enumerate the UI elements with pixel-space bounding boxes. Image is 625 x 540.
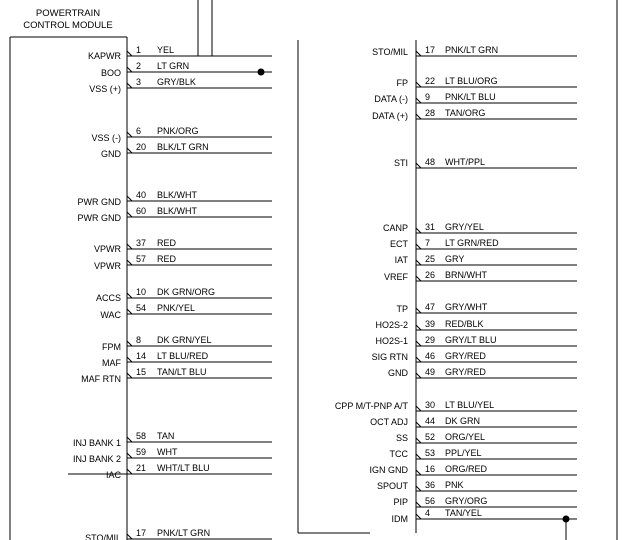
right-wire-color: PNK/LT GRN [445,45,499,55]
left-pin-tick [127,357,132,362]
right-pin-row [390,448,578,459]
left-pin-tick [127,453,132,458]
right-pin-row [335,400,577,411]
left-wire-color: LT BLU/RED [157,351,209,361]
right-signal-label: DATA (+) [372,111,408,121]
left-wire-color: TAN/LT BLU [157,367,207,377]
right-pin-row [384,270,577,282]
left-pin-number: 15 [136,367,147,377]
right-pin-number: 36 [425,480,436,490]
left-pin-number: 1 [136,45,142,55]
right-pin-row [375,319,577,330]
left-signal-label: VPWR [94,244,121,254]
left-pin-number: 60 [136,206,147,216]
left-pin-number: 14 [136,351,147,361]
left-wire-color: GRY/BLK [157,77,196,87]
left-pin-row [91,126,272,143]
module-title-line2: CONTROL MODULE [23,20,113,31]
left-pin-number: 21 [136,463,147,473]
right-pin-tick [416,454,421,459]
left-pin-number: 40 [136,190,147,200]
right-pin-tick [416,486,421,491]
left-pin-row [89,77,272,94]
right-signal-label: OCT ADJ [370,417,408,427]
right-signal-label: TCC [389,449,408,459]
right-wire-color: PNK [445,480,464,490]
right-pin-number: 29 [425,335,436,345]
right-pin-tick [416,514,421,519]
right-pin-row [394,157,577,168]
left-pin-row [100,303,272,320]
left-pin-number: 59 [136,447,147,457]
left-signal-label: BOO [100,68,121,78]
right-connector-pins [335,45,577,524]
right-signal-label: STO/MIL [372,47,408,57]
left-wire-color: WHT [157,447,178,457]
left-signal-label: MAF RTN [81,374,121,384]
left-wire-color: DK GRN/ORG [157,287,216,297]
right-pin-number: 39 [425,319,436,329]
right-pin-tick [416,276,421,281]
right-pin-tick [416,422,421,427]
left-signal-label: ACCS [95,293,121,303]
left-signal-label: INJ BANK 2 [72,454,121,464]
left-signal-label: VPWR [94,261,121,271]
right-signal-label: CANP [382,223,408,233]
right-pin-row [377,480,577,491]
left-pin-number: 10 [136,287,147,297]
module-title-line1: POWERTRAIN [35,8,101,19]
left-pin-row [78,190,273,207]
right-signal-label: SPOUT [376,481,408,491]
left-signal-label: GND [101,149,121,159]
left-pin-row [94,254,272,271]
left-pin-tick [127,83,132,88]
left-pin-tick [127,309,132,314]
right-signal-label: IDM [391,514,408,524]
right-wire-color: GRY/YEL [445,222,484,232]
left-signal-label: MAF [102,358,121,368]
right-pin-number: 52 [425,432,436,442]
left-signal-label: VSS (+) [89,84,121,94]
left-pin-row [106,463,272,480]
right-pin-number: 25 [425,254,436,264]
right-signal-label: DATA (-) [374,94,408,104]
right-pin-number: 46 [425,351,436,361]
right-pin-number: 56 [425,496,436,506]
right-wire-color: GRY/WHT [445,302,488,312]
left-wire-color: RED [157,254,177,264]
right-pin-tick [416,244,421,249]
right-pin-number: 26 [425,270,436,280]
right-pin-number: 7 [425,238,431,248]
right-signal-label: SIG RTN [371,352,408,362]
left-signal-label: INJ BANK 1 [72,438,121,448]
right-pin-number: 31 [425,222,436,232]
left-pin-tick [127,341,132,346]
right-wire-color: TAN/ORG [445,108,486,118]
right-pin-row [396,76,577,88]
right-wire-color: TAN/YEL [445,508,482,518]
right-wire-color: ORG/YEL [445,432,486,442]
right-pin-row [393,496,577,507]
left-wire-color: LT GRN [157,61,190,71]
left-pin-row [73,447,272,464]
right-pin-number: 49 [425,367,436,377]
left-signal-label: FPM [102,342,121,352]
left-wire-color: DK GRN/YEL [157,335,212,345]
left-pin-number: 37 [136,238,147,248]
right-pin-number: 16 [425,464,436,474]
left-pin-tick [127,469,132,474]
right-wire-color: LT BLU/ORG [445,76,498,86]
left-pin-tick [127,437,132,442]
right-pin-row [396,432,577,443]
right-pin-tick [416,502,421,507]
right-pin-number: 17 [425,45,436,55]
right-pin-number: 30 [425,400,436,410]
left-pin-tick [127,293,132,298]
left-pin-row [85,528,272,540]
right-pin-row [396,302,577,314]
left-pin-number: 20 [136,142,147,152]
left-pin-tick [127,148,132,153]
left-pin-tick [127,534,132,539]
right-signal-label: IAT [394,255,408,265]
left-signal-label: IAC [105,470,121,480]
right-pin-row [390,238,577,249]
right-wire-color: GRY/RED [445,367,486,377]
right-signal-label: TP [396,304,408,314]
left-connector-pins [73,45,272,540]
right-wire-color: WHT/PPL [445,157,486,167]
right-signal-label: ECT [390,239,408,249]
right-signal-label: PIP [393,497,408,507]
right-pin-number: 9 [425,92,431,102]
left-wire-color: PNK/ORG [157,126,199,136]
left-pin-number: 57 [136,254,147,264]
right-signal-label: STI [393,158,408,168]
right-pin-row [369,464,577,475]
left-pin-row [94,238,272,254]
left-pin-number: 2 [136,61,142,71]
left-pin-tick [127,132,132,137]
left-signal-label: PWR GND [77,197,121,207]
right-pin-tick [416,98,421,103]
right-wire-color: DK GRN [445,416,481,426]
right-pin-tick [416,438,421,443]
right-pin-tick [416,325,421,330]
right-wire-color: LT GRN/RED [445,238,499,248]
right-pin-number: 47 [425,302,436,312]
left-wire-color: TAN [157,431,175,441]
right-signal-label: CPP M/T-PNP A/T [334,401,408,411]
right-signal-label: HO2S-2 [375,320,408,330]
left-wire-color: WHT/LT BLU [157,463,210,473]
right-wire-color: GRY/RED [445,351,486,361]
left-pin-tick [127,212,132,217]
left-pin-number: 8 [136,335,142,345]
right-wire-color: PPL/YEL [445,448,482,458]
right-pin-number: 48 [425,157,436,167]
right-pin-row [372,108,577,121]
right-pin-row [383,222,577,233]
left-signal-label: WAC [100,310,121,320]
right-pin-row [374,92,577,104]
left-pin-tick [127,260,132,265]
right-wire-color: BRN/WHT [445,270,487,280]
left-pin-row [96,287,272,303]
left-wire-color: BLK/LT GRN [157,142,209,152]
right-pin-tick [416,260,421,265]
right-pin-row [392,508,578,524]
left-wire-color: PNK/LT GRN [157,528,211,538]
left-wire-color: BLK/WHT [157,206,198,216]
right-wire-color: GRY/LT BLU [445,335,497,345]
right-pin-number: 53 [425,448,436,458]
left-pin-number: 17 [136,528,147,538]
left-pin-row [88,45,272,61]
left-pin-number: 58 [136,431,147,441]
left-wire-color: RED [157,238,177,248]
left-signal-label: KAPWR [87,51,121,61]
right-wire-color: GRY/ORG [445,496,488,506]
right-signal-label: GND [388,368,408,378]
right-pin-tick [416,308,421,313]
right-signal-label: VREF [383,272,408,282]
right-pin-tick [416,357,421,362]
left-pin-row [78,206,273,223]
right-pin-row [395,254,577,265]
right-pin-tick [416,51,421,56]
right-pin-row [375,335,577,346]
left-signal-label: STO/MIL [85,533,121,540]
right-pin-number: 4 [425,508,431,518]
left-pin-row [81,367,272,384]
left-pin-tick [127,196,132,201]
right-pin-tick [416,114,421,119]
right-pin-tick [416,373,421,378]
left-pin-number: 3 [136,77,142,87]
right-pin-tick [416,228,421,233]
right-pin-number: 22 [425,76,436,86]
right-pin-tick [416,341,421,346]
right-wire-color: ORG/RED [445,464,488,474]
right-wire-color: RED/BLK [445,319,484,329]
right-signal-label: FP [396,78,408,88]
right-wire-color: LT BLU/YEL [445,400,495,410]
left-pin-number: 54 [136,303,147,313]
right-pin-tick [416,406,421,411]
left-pin-tick [127,51,132,56]
right-pin-tick [416,163,421,168]
right-pin-number: 28 [425,108,436,118]
right-pin-row [372,45,577,57]
left-pin-tick [127,244,132,249]
right-pin-row [370,416,577,427]
left-wire-color: BLK/WHT [157,190,198,200]
left-wire-color: PNK/YEL [157,303,196,313]
right-signal-label: IGN GND [369,465,408,475]
left-signal-label: VSS (-) [91,133,121,143]
left-signal-label: PWR GND [77,213,121,223]
left-pin-row [73,431,272,448]
left-wire-color: YEL [157,45,175,55]
right-pin-tick [416,470,421,475]
left-pin-number: 6 [136,126,142,136]
right-signal-label: HO2S-1 [375,336,408,346]
left-pin-tick [127,373,132,378]
right-pin-number: 44 [425,416,436,426]
right-pin-tick [416,82,421,87]
left-pin-tick [127,67,132,72]
right-wire-color: PNK/LT BLU [445,92,496,102]
right-signal-label: SS [395,433,408,443]
right-pin-row [372,351,577,362]
right-wire-color: GRY [445,254,465,264]
